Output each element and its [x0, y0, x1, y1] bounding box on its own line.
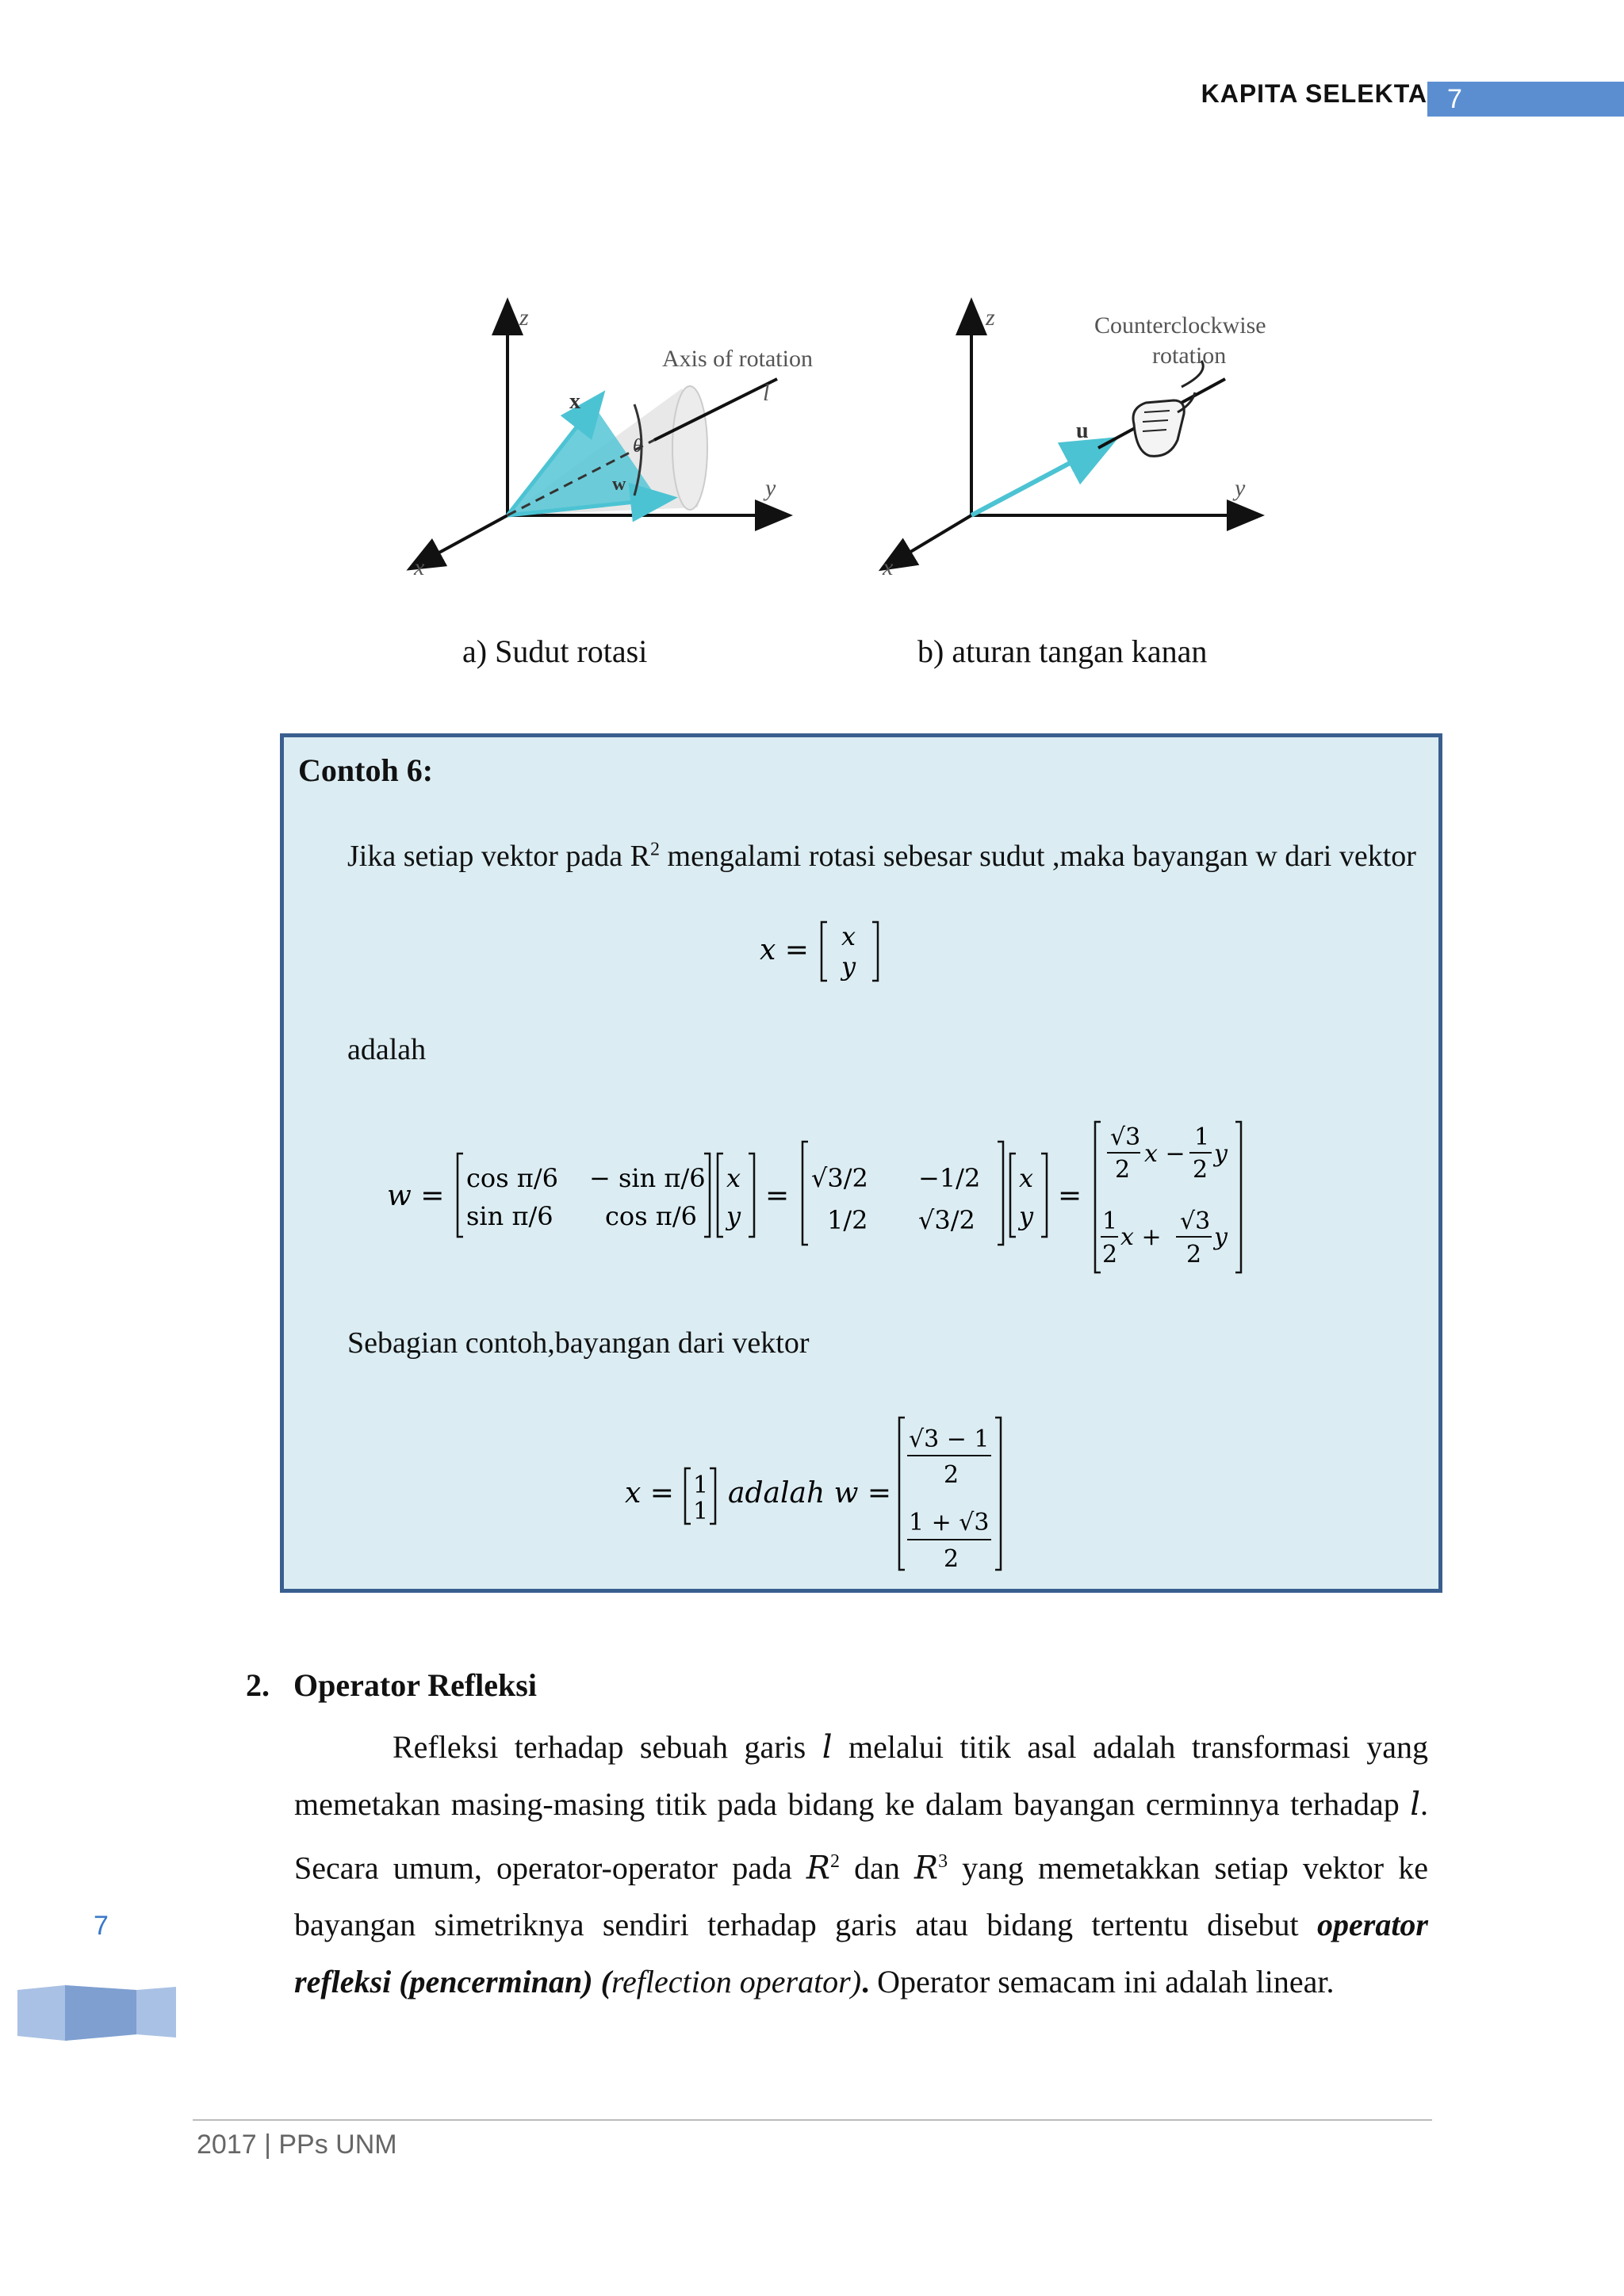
eq3-v-bottom: 1	[693, 1498, 709, 1525]
fig-a-axis-y: y	[765, 475, 776, 501]
side-page-number: 7	[94, 1911, 109, 1941]
fig-a-axis-x: x	[414, 554, 425, 580]
eq3-bot-num: 1 + √3	[909, 1509, 990, 1536]
fig-a-axis-label: Axis of rotation	[662, 346, 813, 372]
section-number: 2.	[246, 1667, 270, 1703]
eq2-equals-1: =	[765, 1180, 790, 1212]
r-bot-x: x +	[1120, 1223, 1162, 1251]
para-l2: l	[1410, 1786, 1420, 1823]
eq2-equals-2: =	[1058, 1180, 1082, 1212]
section-heading	[246, 1667, 537, 1704]
v1-x: x	[726, 1163, 741, 1193]
fig-a-vector-w: w	[612, 474, 626, 495]
para-bold1: operator refleksi (pencerminan) (	[294, 1907, 1428, 2000]
equation-rotation-matrix	[387, 1118, 1283, 1276]
eq1-top: x	[841, 921, 856, 951]
adalah-text: adalah	[347, 1033, 427, 1066]
m2-b: −1/2	[918, 1163, 981, 1193]
fig-b-vector-u: u	[1076, 419, 1089, 443]
eq3-lhs: x =	[625, 1477, 674, 1510]
r-bot-num2: √3	[1180, 1207, 1211, 1235]
r-bot-y: y	[1214, 1223, 1228, 1251]
para-dan: dan	[839, 1850, 914, 1886]
ribbon-decoration	[17, 1982, 176, 2045]
r-top-num2: 1	[1194, 1123, 1210, 1151]
m1-d: cos π/6	[605, 1201, 697, 1231]
fig-b-label-line1: Counterclockwise	[1094, 312, 1266, 339]
para-p4: yang memetakkan setiap vektor ke bayangan simetriknya sendiri terhadap garis atau bidang tertentu disebut	[294, 1850, 1428, 1943]
r-bot-num1: 1	[1102, 1207, 1118, 1235]
eq3-adalah-w: adalah w =	[728, 1477, 891, 1510]
fig-a-angle: θ	[633, 436, 642, 457]
m1-c: sin π/6	[466, 1201, 553, 1231]
m2-a: √3/2	[811, 1163, 868, 1193]
equation-x-vector	[760, 916, 887, 987]
fig-a-line-l: l	[763, 380, 770, 406]
eq1-bottom: y	[841, 951, 856, 982]
para-l1: l	[822, 1729, 833, 1766]
rotation-axis-figure	[396, 293, 872, 610]
v2-x: x	[1019, 1163, 1034, 1193]
r-bot-den1: 2	[1102, 1241, 1118, 1269]
m1-b: − sin π/6	[589, 1163, 706, 1193]
intro-sup: 2	[650, 839, 661, 860]
fig-b-label-line2: rotation	[1152, 342, 1227, 369]
intro-text-b: mengalami rotasi sebesar sudut ,maka bayangan w dari vektor	[660, 840, 1416, 873]
para-r2: R	[806, 1850, 830, 1887]
v2-y: y	[1019, 1201, 1034, 1231]
fig-b-axis-y: y	[1235, 475, 1246, 501]
fig-b-axis-z: z	[986, 304, 995, 331]
m1-a: cos π/6	[466, 1163, 558, 1193]
sebagian-text: Sebagian contoh,bayangan dari vektor	[347, 1326, 810, 1360]
para-r3-sup: 3	[938, 1851, 948, 1872]
r-top-num1: √3	[1110, 1123, 1141, 1151]
r-top-x: x −	[1144, 1140, 1185, 1168]
intro-text-a: Jika setiap vektor pada R	[347, 840, 651, 873]
eq3-v-top: 1	[693, 1471, 709, 1499]
r-bot-den2: 2	[1186, 1241, 1202, 1269]
right-hand-rule-figure	[868, 293, 1344, 610]
caption-a: a) Sudut rotasi	[462, 633, 648, 669]
header-title: KAPITA SELEKTA	[1201, 79, 1427, 108]
para-r2-sup: 2	[829, 1851, 840, 1872]
r-top-den2: 2	[1193, 1156, 1208, 1184]
footer-divider	[193, 2119, 1432, 2121]
example-intro	[347, 839, 1416, 874]
r-top-y: y	[1214, 1140, 1228, 1168]
m2-d: √3/2	[918, 1205, 975, 1235]
example-box	[280, 733, 1442, 1593]
section-paragraph	[294, 1719, 1428, 2011]
caption-b: b) aturan tangan kanan	[917, 633, 1208, 669]
eq2-lhs: w =	[387, 1180, 445, 1212]
equation-example-result	[625, 1411, 1021, 1578]
fig-a-vector-x: x	[569, 389, 580, 414]
example-title: Contoh 6:	[298, 752, 434, 788]
m2-c: 1/2	[827, 1205, 868, 1235]
para-p2: melalui titik asal adalah transformasi yang memetakan masing-masing titik pada bidang ke dalam bayangan cerminnya terhadap	[294, 1729, 1429, 1822]
para-p5: Operator semacam ini adalah linear.	[869, 1964, 1335, 2000]
eq3-top-den: 2	[944, 1461, 959, 1489]
eq3-top-num: √3 − 1	[909, 1425, 990, 1453]
para-r3: R	[914, 1850, 939, 1887]
para-bold2: .	[861, 1964, 870, 2000]
fig-b-axis-x: x	[883, 554, 894, 580]
eq3-bot-den: 2	[944, 1545, 959, 1573]
header-page-number: 7	[1427, 82, 1624, 117]
para-p1: Refleksi terhadap sebuah garis	[393, 1729, 822, 1765]
footer-text: 2017 | PPs UNM	[197, 2130, 397, 2160]
eq1-lhs: x =	[760, 934, 809, 966]
v1-y: y	[726, 1201, 741, 1231]
r-top-den1: 2	[1115, 1156, 1131, 1184]
para-p3: . Secara umum, operator-operator pada	[294, 1786, 1428, 1886]
para-italic1: reflection operator)	[611, 1964, 862, 2000]
section-title: Operator Refleksi	[293, 1667, 537, 1703]
fig-a-axis-z: z	[519, 304, 529, 331]
